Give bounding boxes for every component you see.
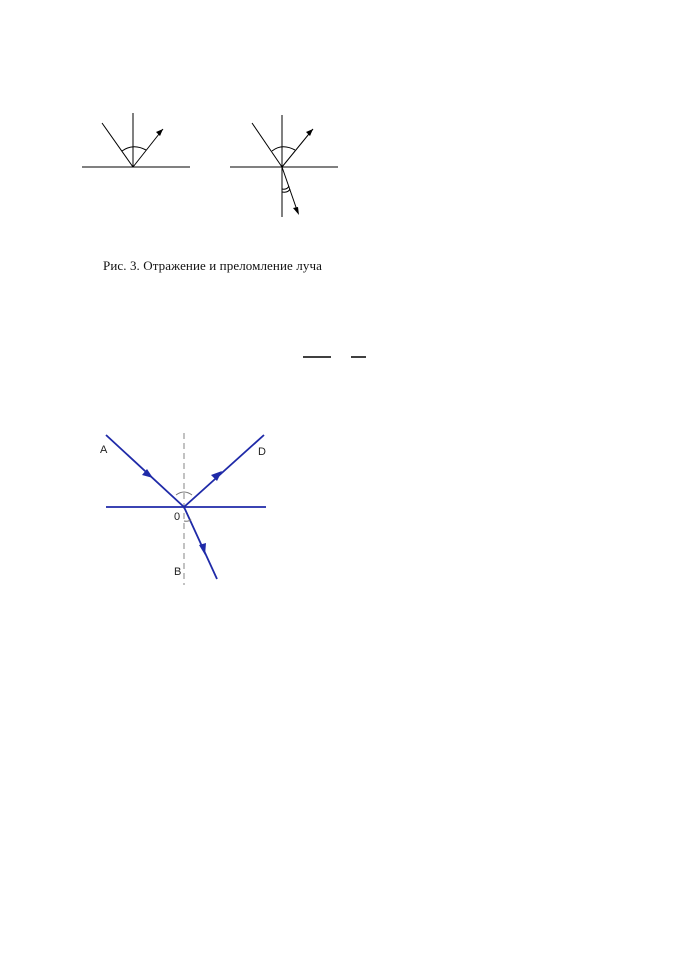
incident-ray — [106, 435, 184, 507]
label-O: 0 — [174, 511, 181, 523]
reflected-arrowhead-right — [306, 129, 313, 136]
formula-fraction-bars — [300, 350, 380, 362]
angle-arc-left — [122, 147, 146, 151]
reflection-refraction-figure — [70, 105, 370, 235]
ray-diagram — [96, 425, 276, 590]
label-B: B — [174, 566, 182, 578]
refraction-diagram — [230, 115, 338, 217]
incident-ray-right — [252, 123, 282, 167]
refracted-arrowhead-right — [293, 207, 299, 215]
figure-caption: Рис. 3. Отражение и преломление луча — [103, 258, 322, 273]
refracted-ray — [184, 507, 217, 579]
reflected-ray — [184, 435, 264, 507]
reflected-ray-right — [282, 129, 313, 167]
refracted-ray-right — [282, 167, 298, 213]
refraction-arc-1 — [282, 186, 289, 189]
reflected-ray-left — [133, 129, 163, 167]
angle-arc-right — [272, 147, 295, 151]
ray-diagram-figure — [96, 425, 276, 590]
reflected-arrowhead-left — [156, 129, 163, 136]
label-A: A — [100, 444, 108, 456]
reflection-diagram — [82, 113, 190, 167]
reflected-arrowhead — [211, 471, 222, 481]
refracted-arrowhead — [199, 543, 206, 555]
label-D: D — [258, 446, 266, 458]
incident-ray-left — [102, 123, 133, 167]
reflection-refraction-diagram — [70, 105, 370, 235]
